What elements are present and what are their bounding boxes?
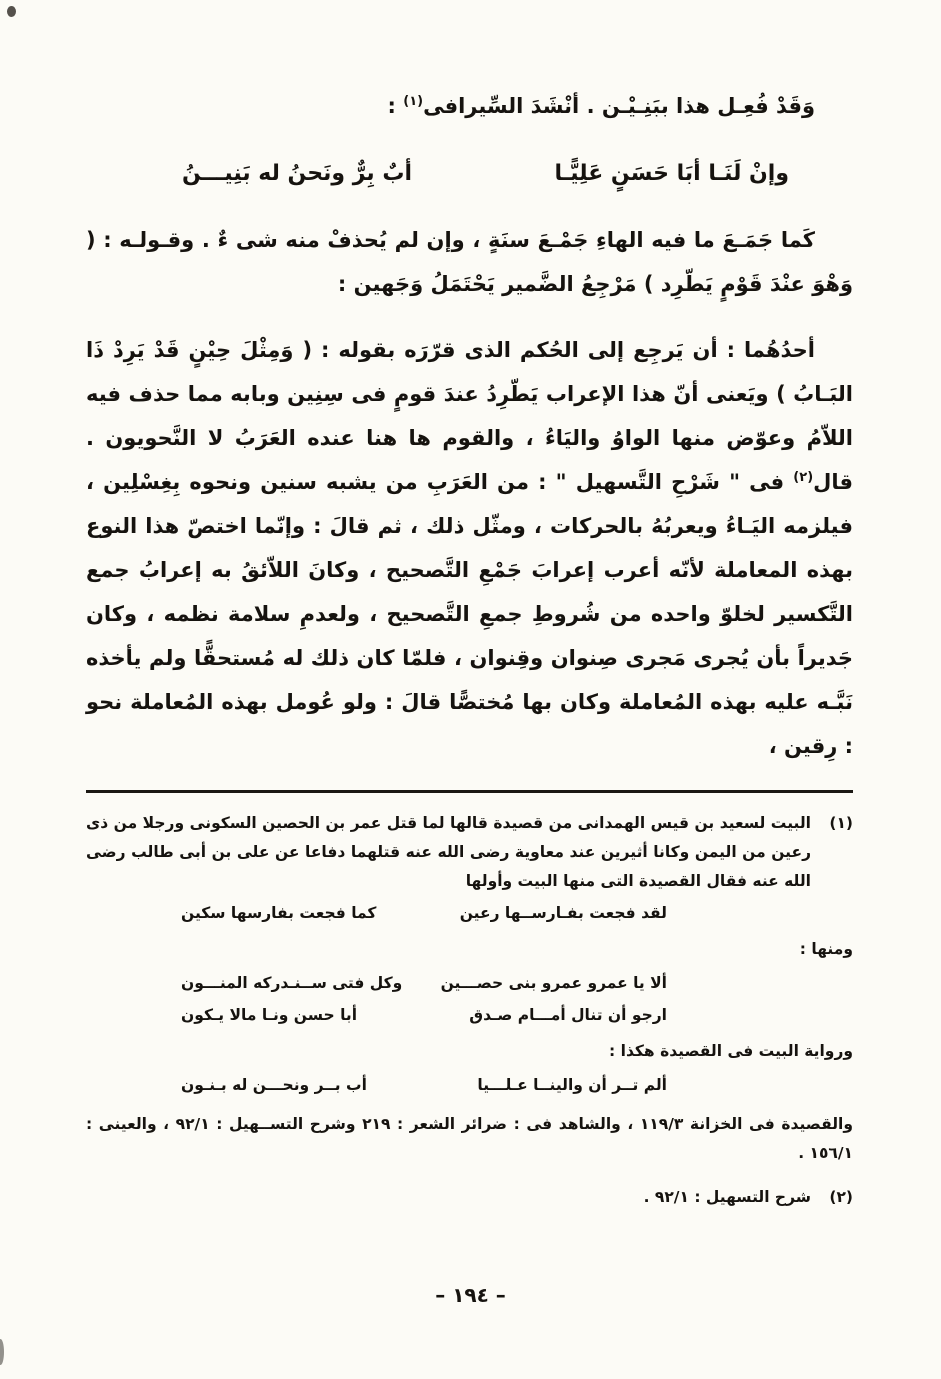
footnote-1-text: البيت لسعيد بن قيس الهمدانى من قصيدة قالها لما قتل عمر بن الحصين السكونى ورجلا من ذى رعين من اليمن وكانا أثيرين عند معاوية رضى الله عنه قتلهما دفاعا عن على بن أبى طالب رضى الله عنه فقال القصيدة التى منها البيت وأولها: [86, 814, 811, 890]
footnote-1-marker: (١): [829, 814, 853, 832]
intro-line: [86, 84, 853, 128]
hemistich-left: أب بــر ونحـــن له بـنـون: [181, 1076, 367, 1094]
verse-line: [86, 152, 853, 196]
footnote-label-2: ورواية البيت فى القصيدة هكذا :: [609, 1042, 853, 1060]
hemistich-left: أبٌ بِرٌّ ونَحنُ له بَنِيـــنُ: [182, 161, 413, 186]
footnote-2-marker: (٢): [829, 1188, 853, 1206]
page-content: [86, 84, 853, 1212]
footnote-ref-1: (١): [403, 94, 424, 109]
scan-artifact: [0, 1339, 4, 1365]
footnote-label-1: ومنها :: [799, 940, 853, 958]
paragraph-2: [86, 328, 853, 768]
page-number: – ١٩٤ –: [435, 1283, 506, 1307]
hemistich-left: وكل فتى ســنـدركه المنـــون: [181, 974, 403, 992]
paragraph-2-after-ref: فى " شَرْحِ التَّسهيل " : من العَرَبِ من يشبه سنين ونحوه بِغِسْلِين ، فيلزمه اليَـاءُ ويعربُهُ بالحركات ، ومثّل ذلك ، ثم قالَ : وإنّما اختصّ هذا النوع بهذه المعاملة لأنّه أعرب إعرابَ جَمْعِ التَّصحيح ، وكانَ اللاّئقُ به إعرابُ جمع التَّكسير لخلوّ واحده من شُروطِ جمعِ التَّصحيح ، ولعدمِ سلامة نظمه ، وكان جَديراً بأن يُجرى مَجرى صِنوان وقِنوان ، فلمّا كان ذلك له مُستحقًّا ولم يأخذه نَبَّـه عليه بهذه المُعاملة وكان بها مُختصًّا قالَ : ولو عُومل بهذه المُعاملة نحو : رِقين ،: [86, 470, 853, 758]
hemistich-left: أبا حسن ونـا مالا يـكون: [181, 1006, 358, 1024]
hemistich-right: ألا يا عمرو عمرو بنى حصـــين: [440, 974, 667, 992]
footnote-verse-4: [86, 1071, 853, 1100]
footnote-1: [86, 809, 853, 896]
main-text-block: [86, 84, 853, 768]
footnote-verse-2: [86, 969, 853, 998]
footnote-2: [86, 1183, 853, 1212]
hemistich-right: ألم تــر أن والينــا عـلـــيا: [477, 1076, 667, 1094]
intro-tail: :: [387, 94, 404, 118]
hemistich-right: لقد فجعت بفـارســها رعين: [459, 904, 667, 922]
footnote-1-references: والقصيدة فى الخزانة ١١٩/٣ ، والشاهد فى : ضرائر الشعر : ٢١٩ وشرح التســهيل : ٩٢/١ ، والعينى : ١٥٦/١ .: [86, 1115, 853, 1162]
paragraph-1: كَما جَمَـعَ ما فيه الهاءِ جَمْـعَ سنَةٍ ، وإن لم يُحذفْ منه شى ءٌ . وقـولـه : ( وَهْوَ عنْدَ قَوْمٍ يَطّرِد ) مَرْجِعُ الضَّمير يَحْتَمَلُ وَجَهين :: [86, 228, 853, 296]
footnote-divider: [86, 790, 853, 793]
hemistich-right: وإنْ لَنَـا أبَا حَسَنٍ عَلِيًّـا: [554, 161, 789, 186]
footnote-2-text: شرح التسهيل : ٩٢/١ .: [643, 1188, 811, 1206]
footnote-ref-2: (٢): [793, 470, 814, 485]
footnotes-section: [86, 809, 853, 1212]
footnote-verse-1: [86, 899, 853, 928]
hemistich-right: ارجو أن تنال أمـــام صـدق: [469, 1006, 667, 1024]
hemistich-left: كما فجعت بفارسها سكين: [181, 904, 377, 922]
scan-artifact: [7, 6, 16, 17]
intro-text: وَقَدْ فُعِـل هذا ببَنِـيْـن . أنْشَدَ السِّيرافى: [423, 94, 815, 118]
footnote-verse-3: [86, 1001, 853, 1030]
paragraph-2-before-ref: أحدُهُما : أن يَرجِع إلى الحُكم الذى قرّرَه بقوله : ( وَمِثْلَ حِيْنٍ قَدْ يَرِدْ ذَا البَـابُ ) ويَعنى أنّ هذا الإعراب يَطّرِدُ عندَ قومٍ فى سِنِين وبابه مما حذف فيه اللاّمُ وعوّض منها الواوُ واليَاءُ ، والقوم ها هنا عنده العَرَبُ لا النَّحويون . قال: [86, 338, 853, 494]
